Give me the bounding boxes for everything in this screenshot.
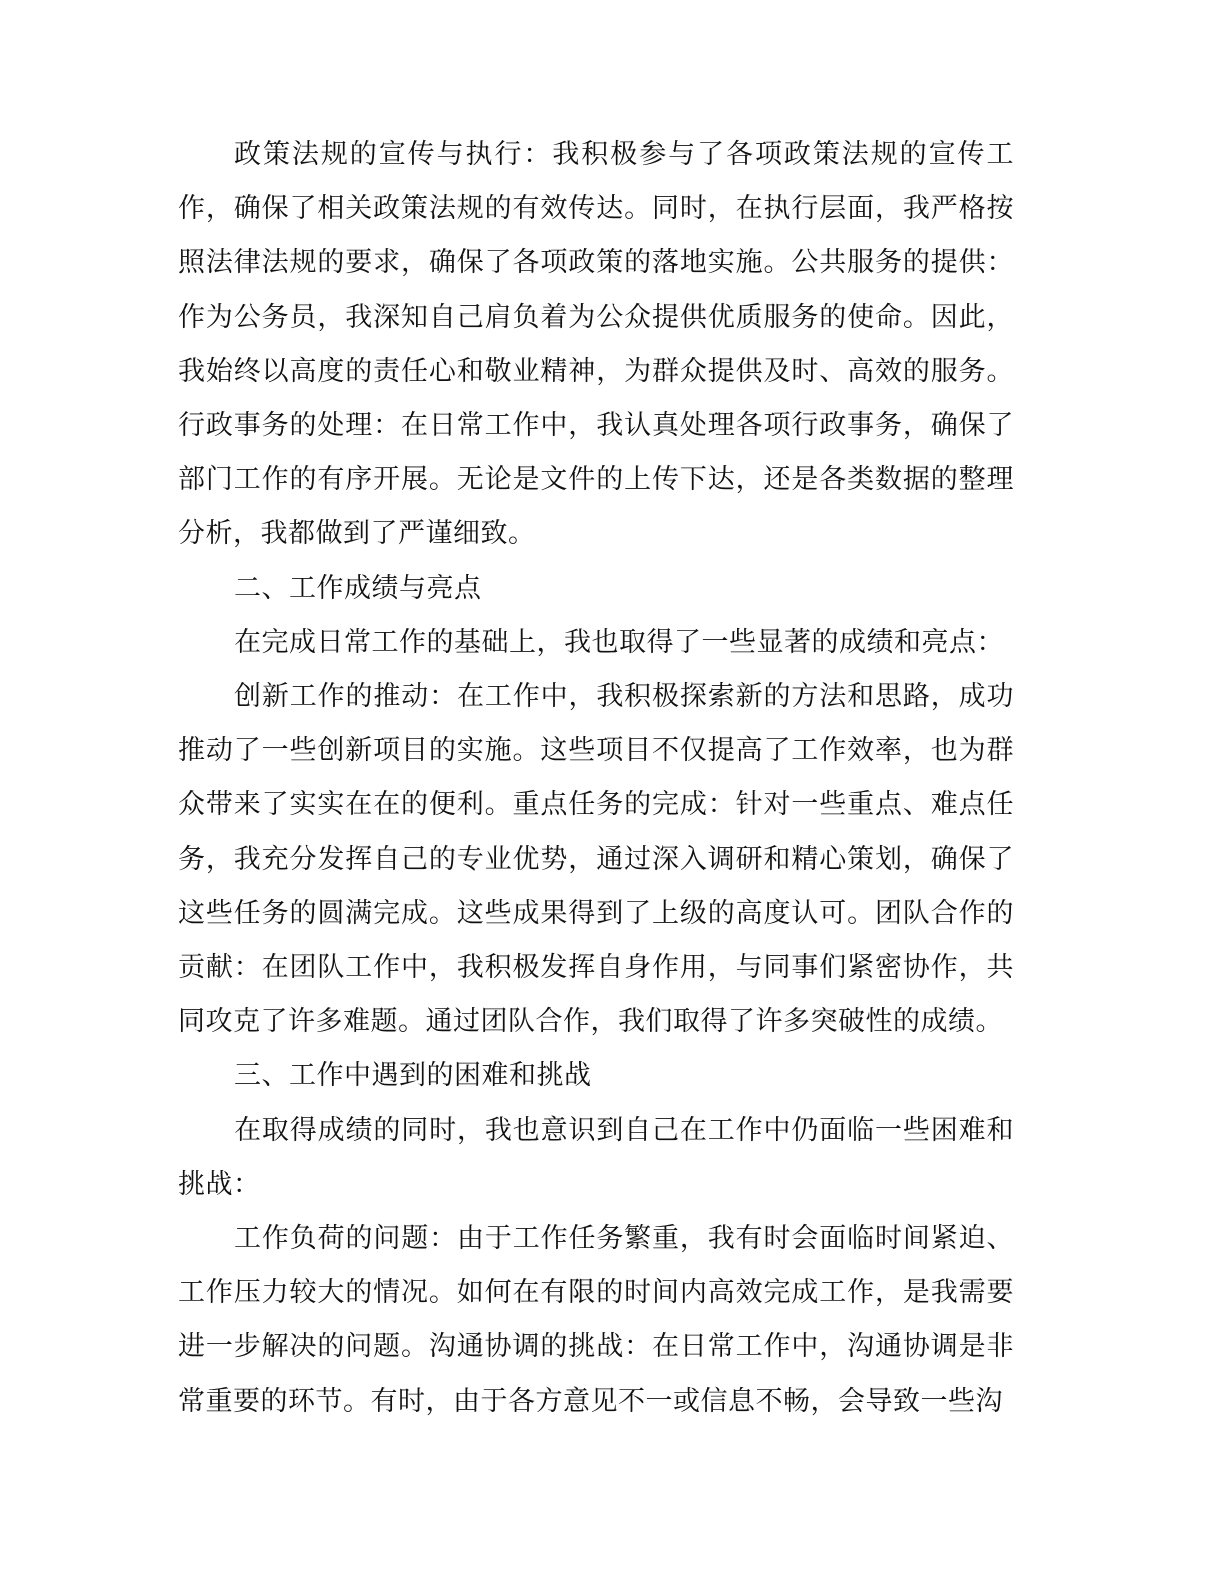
section-heading-achievements: 二、工作成绩与亮点 bbox=[234, 572, 482, 604]
section-heading-challenges: 三、工作中遇到的困难和挑战 bbox=[234, 1060, 592, 1092]
paragraph-challenges-intro: 在取得成绩的同时，我也意识到自己在工作中仍面临一些困难和挑战： bbox=[178, 1114, 1014, 1200]
paragraph-achievements-intro: 在完成日常工作的基础上，我也取得了一些显著的成绩和亮点： bbox=[234, 626, 1004, 658]
paragraph-achievements-detail: 创新工作的推动：在工作中，我积极探索新的方法和思路，成功推动了一些创新项目的实施。这些项目不仅提高了工作效率，也为群众带来了实实在在的便利。重点任务的完成：针对一些重点、难点任务，我充分发挥自己的专业优势，通过深入调研和精心策划，确保了这些任务的圆满完成。这些成果得到了上级的高度认可。团队合作的贡献：在团队工作中，我积极发挥自身作用，与同事们紧密协作，共同攻克了许多难题。通过团队合作，我们取得了许多突破性的成绩。 bbox=[178, 681, 1014, 1038]
paragraph-duties: 政策法规的宣传与执行：我积极参与了各项政策法规的宣传工作，确保了相关政策法规的有效传达。同时，在执行层面，我严格按照法律法规的要求，确保了各项政策的落地实施。公共服务的提供：作为公务员，我深知自己肩负着为公众提供优质服务的使命。因此，我始终以高度的责任心和敬业精神，为群众提供及时、高效的服务。行政事务的处理：在日常工作中，我认真处理各项行政事务，确保了部门工作的有序开展。无论是文件的上传下达，还是各类数据的整理分析，我都做到了严谨细致。 bbox=[178, 139, 1014, 550]
document-page bbox=[178, 128, 1014, 1429]
paragraph-challenges-detail: 工作负荷的问题：由于工作任务繁重，我有时会面临时间紧迫、工作压力较大的情况。如何在有限的时间内高效完成工作，是我需要进一步解决的问题。沟通协调的挑战：在日常工作中，沟通协调是非常重要的环节。有时，由于各方意见不一或信息不畅，会导致一些沟 bbox=[178, 1223, 1014, 1417]
